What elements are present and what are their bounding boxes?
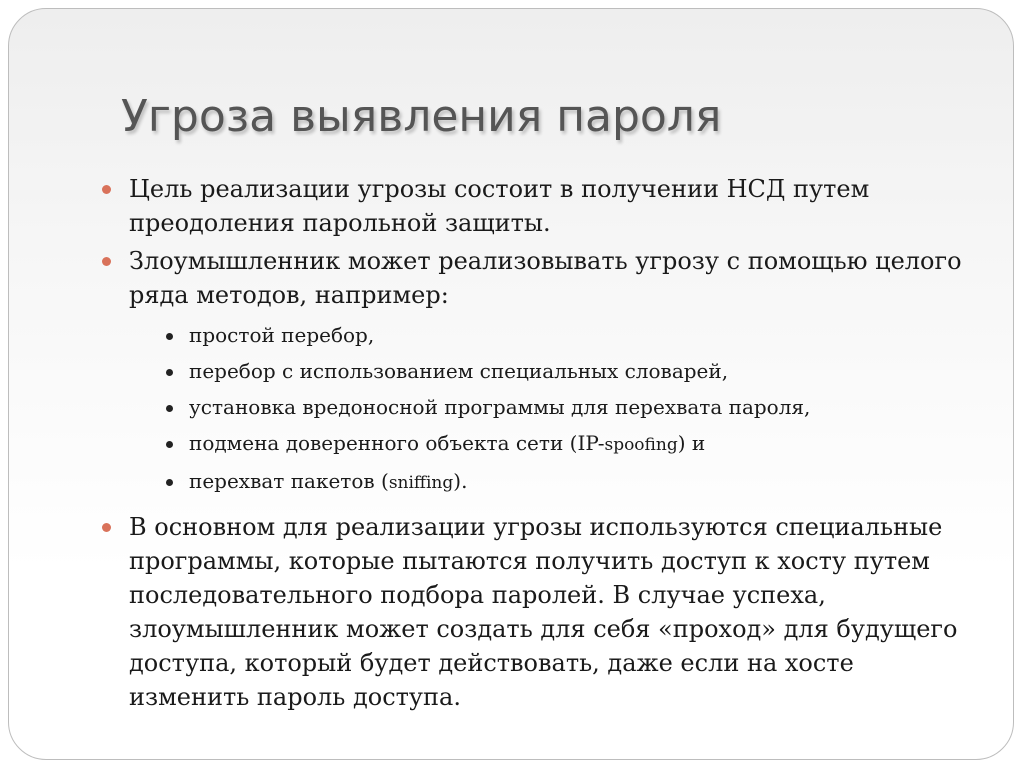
sub-item-malware [129,390,980,424]
bullet-item-methods [100,244,980,500]
sub-bullet-dot-icon [166,441,173,448]
sub-bullet-dot-icon [166,405,173,412]
sub-item-text: подмена доверенного объекта сети (IP- [189,431,605,455]
bullet-text: Цель реализации угрозы состоит в получении НСД путем преодоления парольной защиты. [129,175,870,237]
sub-item-sniffing [129,464,980,500]
sub-item-text: установка вредоносной программы для перехвата пароля, [189,395,811,419]
methods-sub-list [129,318,980,500]
sub-bullet-dot-icon [166,333,173,340]
bullet-item-programs [100,510,980,714]
bullet-dot-icon [102,523,111,532]
sub-bullet-dot-icon [166,369,173,376]
sub-bullet-dot-icon [166,479,173,486]
sub-item-text: ) и [677,431,706,455]
bullet-dot-icon [102,257,111,266]
sub-item-text: простой перебор, [189,323,375,347]
sub-item-text: ). [453,469,468,493]
slide-title: Угроза выявления пароля [121,91,722,142]
sub-item-dictionary [129,354,980,388]
spoofing-term: spoofing [604,435,678,455]
bullet-dot-icon [102,185,111,194]
bullet-item-goal [100,172,980,240]
sub-item-spoofing [129,426,980,462]
slide-content [100,172,980,718]
sniffing-term: sniffing [388,473,454,493]
main-bullet-list [100,172,980,714]
bullet-text: Злоумышленник может реализовывать угрозу с помощью целого ряда методов, например: [129,247,962,309]
sub-item-brute-force [129,318,980,352]
sub-item-text: перебор с использованием специальных словарей, [189,359,729,383]
bullet-text: В основном для реализации угрозы используются специальные программы, которые пытаются получить доступ к хосту путем последовательного подбора паролей. В случае успеха, злоумышленник может создать для себя «проход» для будущего доступа, который будет действовать, даже если на хосте изменить пароль доступа. [129,513,958,711]
sub-item-text: перехват пакетов ( [189,469,389,493]
